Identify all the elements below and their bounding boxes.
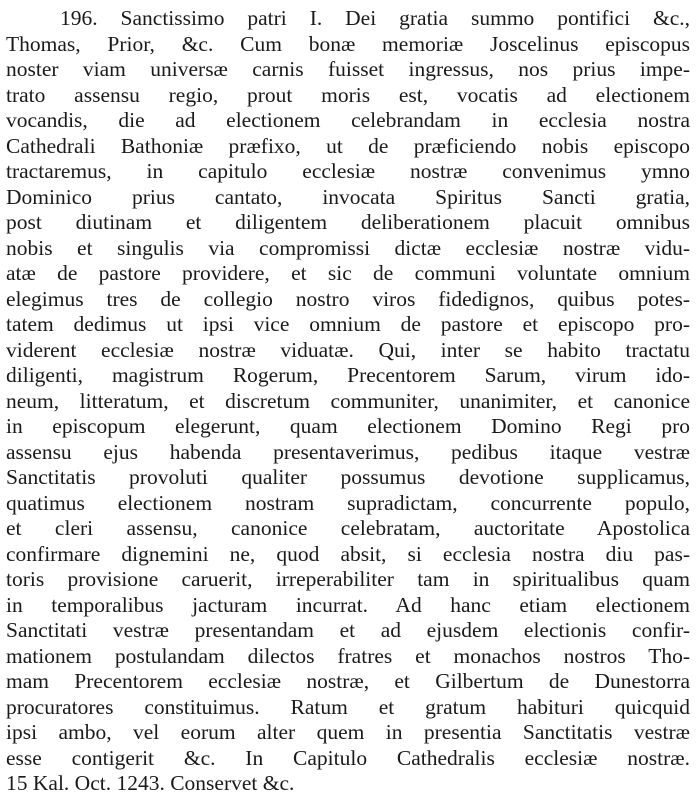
- text-line: Thomas, Prior, &c. Cum bonæ memoriæ Joscelinus episcopus: [6, 31, 690, 56]
- text-line: neum, litteratum, et discretum communiter, unanimiter, et canonice: [6, 388, 690, 413]
- text-line: Dominico prius cantato, invocata Spiritus Sancti gratia,: [6, 184, 690, 209]
- text-line: toris provisione caruerit, irreperabiliter tam in spiritualibus quam: [6, 567, 690, 591]
- text-line: diligenti, magistrum Rogerum, Precentorem Sarum, virum ido-: [6, 363, 690, 387]
- text-line: mationem postulandam dilectos fratres et monachos nostros Tho-: [6, 643, 690, 668]
- text-line: in episcopum elegerunt, quam electionem Domino Regi pro: [6, 414, 690, 438]
- text-line-date: 15 Kal. Oct. 1243. Conservet &c.: [6, 771, 295, 795]
- text-line: quatimus electionem nostram supradictam, concurrente populo,: [6, 490, 690, 515]
- text-line: atæ de pastore providere, et sic de communi voluntate omnium: [6, 261, 690, 285]
- text-line: Sanctitati vestræ presentandam et ad ejusdem electionis confir-: [6, 618, 690, 642]
- text-line: viderent ecclesiæ nostræ viduatæ. Qui, inter se habito tractatu: [6, 337, 690, 362]
- text-line: 196. Sanctissimo patri I. Dei gratia summo pontifici &c.,: [60, 6, 690, 30]
- text-line: esse contigerit &c. In Capitulo Cathedralis ecclesiæ nostræ.: [6, 745, 690, 770]
- text-line: noster viam universæ carnis fuisset ingressus, nos prius impe-: [6, 57, 690, 81]
- text-line: in temporalibus jacturam incurrat. Ad hanc etiam electionem: [6, 592, 690, 617]
- text-line: mam Precentorem ecclesiæ nostræ, et Gilbertum de Dunestorra: [6, 669, 690, 693]
- text-line: ipsi ambo, vel eorum alter quem in presentia Sanctitatis vestræ: [6, 720, 690, 744]
- text-line: nobis et singulis via compromissi dictæ ecclesiæ nostræ vidu-: [6, 235, 690, 260]
- text-line: tatem dedimus ut ipsi vice omnium de pastore et episcopo pro-: [6, 312, 690, 336]
- text-line: confirmare dignemini ne, quod absit, si ecclesia nostra diu pas-: [6, 541, 690, 566]
- text-line: Cathedrali Bathoniæ præfixo, ut de præficiendo nobis episcopo: [6, 133, 690, 158]
- text-line: vocandis, die ad electionem celebrandam in ecclesia nostra: [6, 108, 690, 132]
- text-line: trato assensu regio, prout moris est, vocatis ad electionem: [6, 82, 690, 107]
- text-line: elegimus tres de collegio nostro viros fidedignos, quibus potes-: [6, 286, 690, 311]
- latin-charter-text: [6, 6, 690, 797]
- text-line: tractaremus, in capitulo ecclesiæ nostræ convenimus ymno: [6, 159, 690, 183]
- text-line: et cleri assensu, canonice celebratam, auctoritate Apostolica: [6, 516, 690, 540]
- text-line: assensu ejus habenda presentaverimus, pedibus itaque vestræ: [6, 439, 690, 464]
- text-line: post diutinam et diligentem deliberationem placuit omnibus: [6, 210, 690, 234]
- text-line: procuratores constituimus. Ratum et gratum habituri quicquid: [6, 694, 690, 719]
- text-line: Sanctitatis provoluti qualiter possumus devotione supplicamus,: [6, 465, 690, 489]
